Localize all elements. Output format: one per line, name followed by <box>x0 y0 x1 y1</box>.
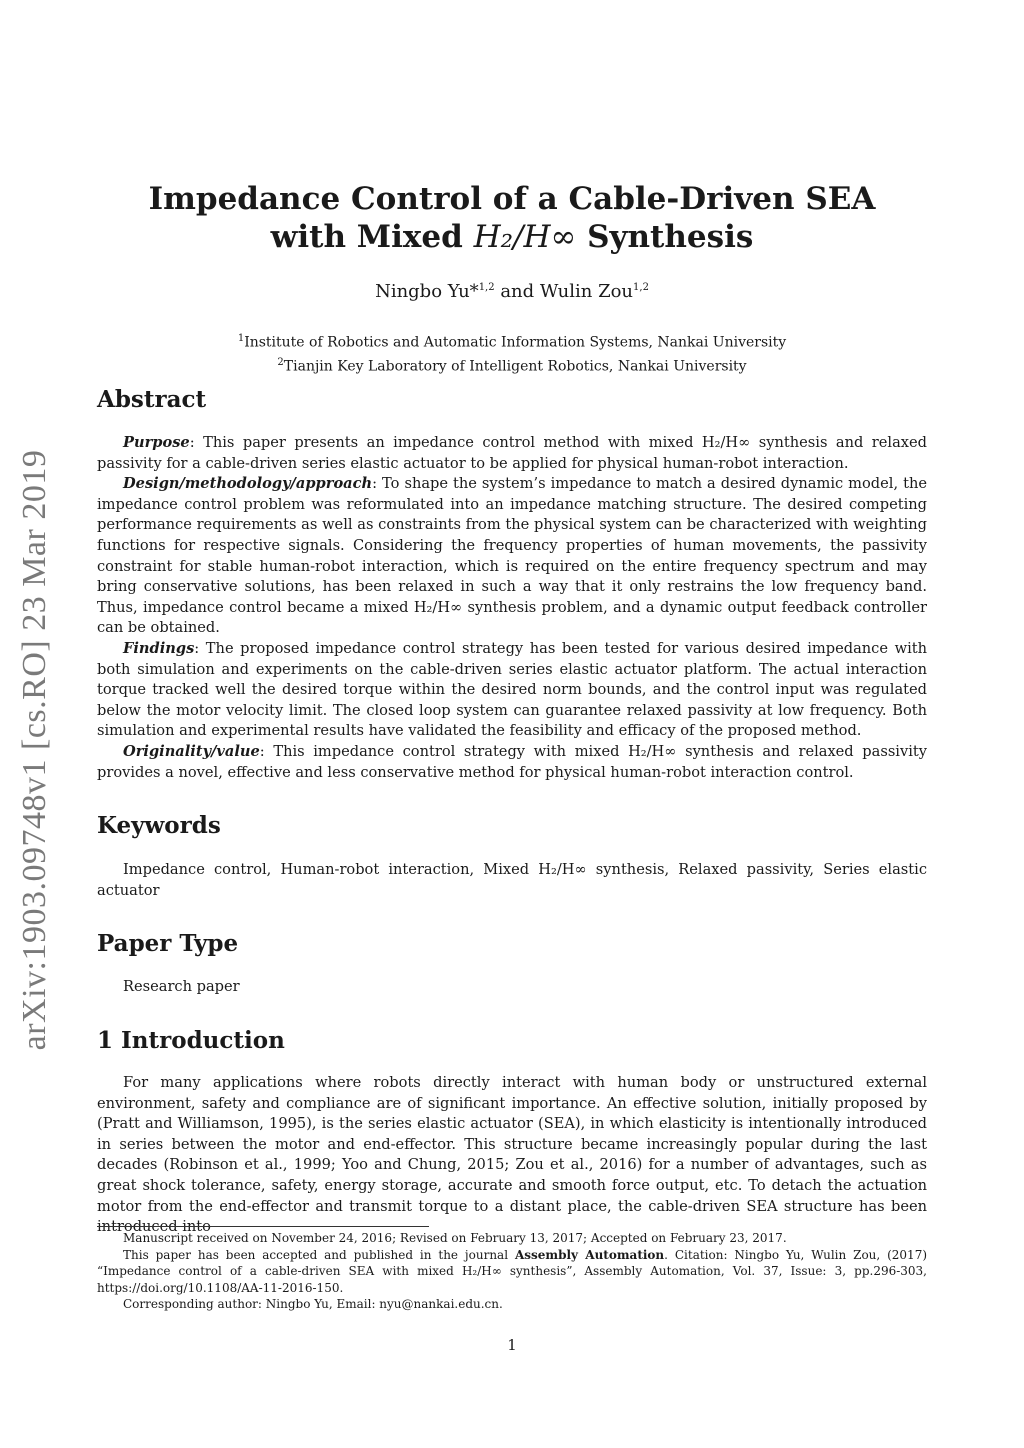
author-2: Wulin Zou <box>539 281 634 302</box>
author-2-affil: 1,2 <box>633 282 649 293</box>
originality-label: Originality/value <box>123 742 260 760</box>
author-separator: and <box>494 281 540 302</box>
author-1: Ningbo Yu* <box>375 281 479 302</box>
author-1-affil: 1,2 <box>478 282 495 293</box>
affiliation-2 <box>0 353 1024 377</box>
findings-text: : The proposed impedance control strategy has been tested for various desired impedance with both simulation and experiments on the cable-driven series elastic actuator platform. The actual interaction torque tracked well the desired torque within the desired norm bounds, and the control input was regulated below the motor velocity limit. The closed loop system can guarantee relaxed passivity at low frequency. Both simulation and experimental results have validated the feasibility and efficacy of the proposed method. <box>97 639 927 740</box>
design-label: Design/methodology/approach <box>123 475 373 493</box>
affiliation-2-text: Tianjin Key Laboratory of Intelligent Robotics, Nankai University <box>283 358 747 375</box>
introduction-section <box>97 1073 927 1238</box>
keywords-heading: Keywords <box>97 812 221 839</box>
abstract-originality <box>97 742 927 783</box>
keywords-text: Impedance control, Human-robot interaction, Mixed H₂/H∞ synthesis, Relaxed passivity, Series elastic actuator <box>97 861 927 899</box>
footnote-rule <box>97 1226 429 1227</box>
paper-type-heading: Paper Type <box>97 930 239 957</box>
footnote-manuscript: Manuscript received on November 24, 2016; Revised on February 13, 2017; Accepted on February 23, 2017. <box>123 1231 787 1245</box>
introduction-paragraph: For many applications where robots directly interact with human body or unstructured external environment, safety and compliance are of significant importance. An effective solution, initially proposed by (Pratt and Williamson, 1995), is the series elastic actuator (SEA), in which elasticity is intentionally introduced in series between the motor and end-effector. This structure became increasingly popular during the last decades (Robinson et al., 1999; Yoo and Chung, 2015; Zou et al., 2016) for a number of advantages, such as great shock tolerance, safety, energy storage, accurate and smooth force output, etc. To detach the actuation motor from the end-effector and transmit torque to a distant place, the cable-driven SEA structure has been introduced into <box>97 1074 927 1236</box>
design-text: : To shape the system’s impedance to match a desired dynamic model, the impedance control problem was reformulated into an impedance matching structure. The desired competing performance requirements as well as constraints from the physical system can be characterized with weighting functions for respective signals. Considering the frequency properties of human movements, the passivity constraint for stable human-robot interaction, which is required on the entire frequency spectrum and may bring conservative solutions, has been relaxed in such a way that it only restrains the low frequency band. Thus, impedance control became a mixed H₂/H∞ synthesis problem, and a dynamic output feedback controller can be obtained. <box>97 475 927 637</box>
footnote-citation-prefix: This paper has been accepted and published in the journal <box>123 1247 515 1262</box>
affiliations <box>0 329 1024 376</box>
footnotes <box>97 1230 927 1313</box>
abstract-findings <box>97 639 927 742</box>
arxiv-sidebar-stamp <box>0 440 70 1060</box>
introduction-heading: 1 Introduction <box>97 1027 285 1054</box>
footnote-citation-suffix: . Citation: Ningbo Yu, Wulin Zou, (2017) “Impedance control of a cable-driven SEA with mixed H₂/H∞ synthesis”, Assembly Automation, Vol. 37, Issue: 3, pp.296-303, https://doi.org/10.1108/AA-11-2016-150. <box>97 1247 928 1295</box>
title-line-2-suffix: Synthesis <box>576 219 754 255</box>
arxiv-identifier: arXiv:1903.09748v1 [cs.RO] 23 Mar 2019 <box>16 449 53 1051</box>
originality-text: : This impedance control strategy with mixed H₂/H∞ synthesis and relaxed passivity provides a novel, effective and less conservative method for physical human-robot interaction control. <box>97 742 927 781</box>
affiliation-1 <box>0 329 1024 353</box>
keywords-section <box>97 860 927 901</box>
footnote-corresponding: Corresponding author: Ningbo Yu, Email: nyu@nankai.edu.cn. <box>123 1297 503 1311</box>
page-number: 1 <box>507 1336 517 1354</box>
abstract-purpose <box>97 433 927 474</box>
abstract-heading: Abstract <box>97 386 207 413</box>
findings-label: Findings <box>123 639 195 657</box>
title-line-2 <box>0 218 1024 256</box>
affiliation-1-text: Institute of Robotics and Automatic Information Systems, Nankai University <box>244 334 787 351</box>
author-list <box>0 281 1024 302</box>
purpose-label: Purpose <box>123 434 190 451</box>
affiliation-1-number: 1 <box>237 333 245 344</box>
purpose-text: : This paper presents an impedance control method with mixed H₂/H∞ synthesis and relaxed passivity for a cable-driven series elastic actuator to be applied for physical human-robot interaction. <box>97 434 927 472</box>
affiliation-2-number: 2 <box>277 356 284 368</box>
title-line-1: Impedance Control of a Cable-Driven SEA <box>148 181 876 217</box>
abstract-body <box>97 433 927 783</box>
abstract-design <box>97 474 927 639</box>
title-math: H₂/H∞ <box>473 219 577 255</box>
paper-type-section <box>97 977 927 998</box>
footnote-citation <box>97 1247 927 1297</box>
title-line-2-prefix: with Mixed <box>270 219 474 255</box>
paper-title <box>0 180 1024 256</box>
journal-name: Assembly Automation <box>514 1247 665 1262</box>
paper-type-text: Research paper <box>123 978 240 995</box>
